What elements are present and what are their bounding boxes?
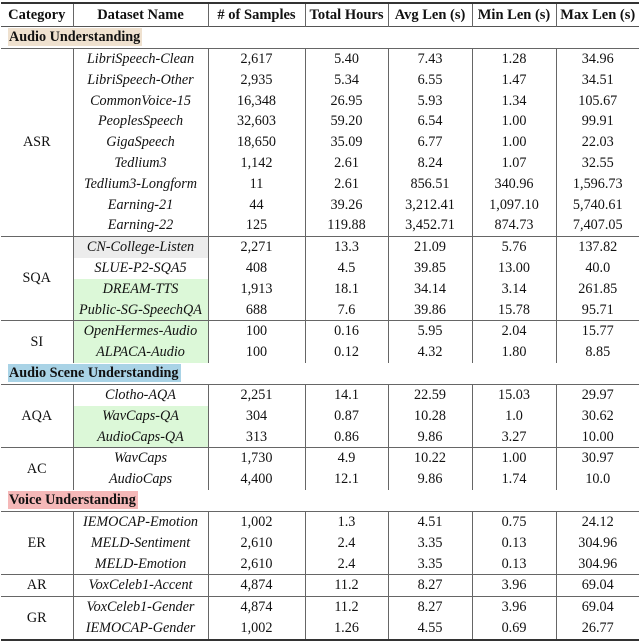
min-len-cell: 0.75	[472, 511, 556, 532]
max-len-cell: 5,740.61	[572, 196, 623, 213]
dataset-name-cell: VoxCeleb1-Gender	[73, 597, 208, 618]
category-cell: ER	[1, 511, 73, 574]
header-row	[1, 3, 639, 27]
header-total-hours: Total Hours	[305, 3, 388, 27]
dataset-name-cell: IEMOCAP-Gender	[73, 618, 208, 640]
max-len-cell: 7,407.05	[572, 217, 623, 234]
dataset-name-cell: Tedlium3-Longform	[73, 174, 208, 195]
num-samples-cell: 32,603	[208, 111, 305, 132]
dataset-name-cell: ALPACA-Audio	[73, 342, 208, 363]
num-samples-cell: 125	[208, 215, 305, 236]
max-len-cell: 304.96	[578, 534, 618, 551]
table-row	[1, 132, 639, 153]
table-row	[1, 406, 639, 427]
table-row	[1, 49, 639, 70]
num-samples-cell: 2,610	[208, 533, 305, 554]
section-title: Voice Understanding	[9, 491, 136, 508]
avg-len-cell: 6.54	[388, 111, 472, 132]
total-hours-cell: 0.86	[305, 427, 388, 448]
dataset-name-cell: WavCaps-QA	[73, 406, 208, 427]
num-samples-cell: 1,002	[208, 618, 305, 640]
category-cell: ASR	[1, 49, 73, 237]
header-num-samples: # of Samples	[208, 3, 305, 27]
category-cell: AR	[1, 575, 73, 597]
min-len-cell: 0.13	[472, 533, 556, 554]
num-samples-cell: 408	[208, 258, 305, 279]
dataset-name-cell: AudioCaps-QA	[73, 427, 208, 448]
dataset-name-cell: MELD-Emotion	[73, 554, 208, 575]
total-hours-cell: 119.88	[305, 215, 388, 236]
total-hours-cell: 35.09	[305, 132, 388, 153]
num-samples-cell: 4,874	[208, 575, 305, 597]
table-row	[1, 342, 639, 363]
section-title: Audio Scene Understanding	[9, 364, 179, 381]
total-hours-cell: 13.3	[305, 237, 388, 258]
category-cell: SI	[1, 321, 73, 363]
min-len-cell: 874.73	[472, 215, 556, 236]
total-hours-cell: 0.16	[305, 321, 388, 342]
table-row	[1, 448, 639, 469]
max-len-cell: 69.04	[556, 575, 639, 597]
table-row	[1, 174, 639, 195]
max-len-cell: 22.03	[581, 134, 614, 151]
total-hours-cell: 4.5	[305, 258, 388, 279]
total-hours-cell: 7.6	[305, 300, 388, 321]
category-cell: AC	[1, 448, 73, 490]
min-len-cell: 1.34	[472, 91, 556, 112]
num-samples-cell: 688	[208, 300, 305, 321]
min-len-cell: 2.04	[472, 321, 556, 342]
table-row	[1, 215, 639, 236]
max-len-cell: 8.85	[585, 344, 611, 361]
min-len-cell: 1.00	[472, 111, 556, 132]
avg-len-cell: 21.09	[388, 237, 472, 258]
category-cell: SQA	[1, 237, 73, 321]
max-len-cell: 29.97	[581, 386, 614, 403]
avg-len-cell: 6.55	[388, 70, 472, 91]
num-samples-cell: 4,874	[208, 597, 305, 618]
table-row	[1, 618, 639, 640]
avg-len-cell: 3.35	[388, 533, 472, 554]
table-row	[1, 597, 639, 618]
header-max-len: Max Len (s)	[560, 7, 636, 23]
avg-len-cell: 5.95	[388, 321, 472, 342]
min-len-cell: 1.00	[472, 448, 556, 469]
min-len-cell: 1.0	[472, 406, 556, 427]
dataset-name-cell: LibriSpeech-Clean	[73, 49, 208, 70]
max-len-cell: 26.77	[581, 619, 614, 636]
dataset-name-cell: IEMOCAP-Emotion	[73, 511, 208, 532]
min-len-cell: 1.28	[472, 49, 556, 70]
header-category: Category	[1, 3, 73, 27]
total-hours-cell: 1.3	[305, 511, 388, 532]
table-row	[1, 300, 639, 321]
table-row	[1, 575, 639, 597]
table-row	[1, 237, 639, 258]
num-samples-cell: 44	[208, 195, 305, 216]
max-len-cell: 105.67	[578, 92, 618, 109]
total-hours-cell: 0.87	[305, 406, 388, 427]
dataset-name-cell: LibriSpeech-Other	[73, 70, 208, 91]
max-len-cell: 24.12	[581, 513, 614, 530]
dataset-name-cell: AudioCaps	[73, 469, 208, 490]
min-len-cell: 3.14	[472, 279, 556, 300]
avg-len-cell: 9.86	[388, 427, 472, 448]
dataset-name-cell: OpenHermes-Audio	[73, 321, 208, 342]
dataset-name-cell: Earning-21	[73, 195, 208, 216]
dataset-name-cell: VoxCeleb1-Accent	[73, 575, 208, 597]
table-row	[1, 554, 639, 575]
min-len-cell: 1.74	[472, 469, 556, 490]
avg-len-cell: 4.32	[388, 342, 472, 363]
num-samples-cell: 1,142	[208, 153, 305, 174]
table-row	[1, 321, 639, 342]
total-hours-cell: 5.34	[305, 70, 388, 91]
dataset-name-cell: GigaSpeech	[73, 132, 208, 153]
max-len-cell: 99.91	[581, 113, 614, 130]
dataset-statistics-table	[1, 2, 639, 641]
min-len-cell: 5.76	[472, 237, 556, 258]
max-len-cell: 261.85	[578, 280, 618, 297]
table-row	[1, 70, 639, 91]
section-header-cell	[1, 27, 639, 49]
dataset-name-cell: CommonVoice-15	[73, 91, 208, 112]
dataset-name-cell: PeoplesSpeech	[73, 111, 208, 132]
dataset-name-cell: Earning-22	[73, 215, 208, 236]
table-row	[1, 469, 639, 490]
avg-len-cell: 39.86	[388, 300, 472, 321]
num-samples-cell: 1,913	[208, 279, 305, 300]
avg-len-cell: 10.28	[388, 406, 472, 427]
max-len-cell: 69.04	[556, 597, 639, 618]
dataset-name-cell: WavCaps	[73, 448, 208, 469]
total-hours-cell: 5.40	[305, 49, 388, 70]
max-len-cell: 34.96	[581, 51, 614, 67]
table-row	[1, 384, 639, 405]
avg-len-cell: 39.85	[388, 258, 472, 279]
num-samples-cell: 304	[208, 406, 305, 427]
avg-len-cell: 8.27	[388, 597, 472, 618]
max-len-cell: 30.62	[581, 407, 614, 424]
section-header-cell	[1, 363, 639, 385]
num-samples-cell: 16,348	[208, 91, 305, 112]
dataset-name-cell: CN-College-Listen	[73, 237, 208, 258]
table-body	[1, 27, 639, 640]
avg-len-cell: 3,452.71	[388, 215, 472, 236]
table-row	[1, 279, 639, 300]
min-len-cell: 3.27	[472, 427, 556, 448]
dataset-name-cell: MELD-Sentiment	[73, 533, 208, 554]
total-hours-cell: 11.2	[305, 597, 388, 618]
min-len-cell: 15.03	[472, 384, 556, 405]
total-hours-cell: 2.4	[305, 554, 388, 575]
min-len-cell: 3.96	[472, 575, 556, 597]
min-len-cell: 340.96	[472, 174, 556, 195]
table-row	[1, 258, 639, 279]
min-len-cell: 3.96	[472, 597, 556, 618]
min-len-cell: 1.00	[472, 132, 556, 153]
avg-len-cell: 34.14	[388, 279, 472, 300]
total-hours-cell: 2.4	[305, 533, 388, 554]
section-header-cell	[1, 490, 639, 512]
num-samples-cell: 100	[208, 321, 305, 342]
num-samples-cell: 2,271	[208, 237, 305, 258]
num-samples-cell: 1,002	[208, 511, 305, 532]
num-samples-cell: 2,610	[208, 554, 305, 575]
min-len-cell: 15.78	[472, 300, 556, 321]
num-samples-cell: 2,251	[208, 384, 305, 405]
num-samples-cell: 313	[208, 427, 305, 448]
max-len-cell: 10.00	[581, 428, 614, 445]
dataset-name-cell: Tedlium3	[73, 153, 208, 174]
max-len-cell: 95.71	[581, 301, 614, 318]
total-hours-cell: 59.20	[305, 111, 388, 132]
num-samples-cell: 4,400	[208, 469, 305, 490]
avg-len-cell: 856.51	[388, 174, 472, 195]
total-hours-cell: 39.26	[305, 195, 388, 216]
min-len-cell: 1.80	[472, 342, 556, 363]
table-row	[1, 111, 639, 132]
min-len-cell: 1.07	[472, 153, 556, 174]
avg-len-cell: 5.93	[388, 91, 472, 112]
table-row	[1, 195, 639, 216]
max-len-cell: 1,596.73	[572, 175, 623, 192]
header-avg-len: Avg Len (s)	[388, 3, 472, 27]
max-len-cell: 34.51	[581, 71, 614, 88]
dataset-name-cell: Public-SG-SpeechQA	[73, 300, 208, 321]
avg-len-cell: 22.59	[388, 384, 472, 405]
avg-len-cell: 4.51	[388, 511, 472, 532]
min-len-cell: 1,097.10	[472, 195, 556, 216]
total-hours-cell: 14.1	[305, 384, 388, 405]
min-len-cell: 0.69	[472, 618, 556, 640]
avg-len-cell: 8.27	[388, 575, 472, 597]
table-row	[1, 153, 639, 174]
total-hours-cell: 1.26	[305, 618, 388, 640]
min-len-cell: 0.13	[472, 554, 556, 575]
max-len-cell: 137.82	[556, 237, 639, 258]
total-hours-cell: 4.9	[305, 448, 388, 469]
dataset-name-cell: SLUE-P2-SQA5	[73, 258, 208, 279]
max-len-cell: 15.77	[556, 321, 639, 342]
avg-len-cell: 6.77	[388, 132, 472, 153]
avg-len-cell: 10.22	[388, 448, 472, 469]
total-hours-cell: 26.95	[305, 91, 388, 112]
table-row	[1, 427, 639, 448]
total-hours-cell: 2.61	[305, 174, 388, 195]
category-cell: AQA	[1, 384, 73, 447]
total-hours-cell: 2.61	[305, 153, 388, 174]
avg-len-cell: 3.35	[388, 554, 472, 575]
total-hours-cell: 11.2	[305, 575, 388, 597]
avg-len-cell: 8.24	[388, 153, 472, 174]
section-header-audio-scene-understanding	[1, 363, 639, 385]
avg-len-cell: 7.43	[388, 49, 472, 70]
total-hours-cell: 12.1	[305, 469, 388, 490]
max-len-cell: 10.0	[585, 471, 611, 488]
section-title: Audio Understanding	[9, 29, 141, 45]
category-cell: GR	[1, 597, 73, 640]
total-hours-cell: 0.12	[305, 342, 388, 363]
avg-len-cell: 9.86	[388, 469, 472, 490]
max-len-cell: 30.97	[556, 448, 639, 469]
num-samples-cell: 2,617	[208, 49, 305, 70]
header-dataset-name: Dataset Name	[73, 3, 208, 27]
avg-len-cell: 4.55	[388, 618, 472, 640]
section-header-voice-understanding	[1, 490, 639, 512]
dataset-name-cell: Clotho-AQA	[73, 384, 208, 405]
max-len-cell: 32.55	[581, 154, 614, 171]
table-row	[1, 91, 639, 112]
num-samples-cell: 2,935	[208, 70, 305, 91]
min-len-cell: 1.47	[472, 70, 556, 91]
num-samples-cell: 100	[208, 342, 305, 363]
max-len-cell: 304.96	[578, 555, 618, 572]
dataset-name-cell: DREAM-TTS	[73, 279, 208, 300]
min-len-cell: 13.00	[472, 258, 556, 279]
total-hours-cell: 18.1	[305, 279, 388, 300]
num-samples-cell: 1,730	[208, 448, 305, 469]
table-row	[1, 511, 639, 532]
num-samples-cell: 11	[208, 174, 305, 195]
avg-len-cell: 3,212.41	[388, 195, 472, 216]
table-row	[1, 533, 639, 554]
header-min-len: Min Len (s)	[472, 3, 556, 27]
section-header-audio-understanding	[1, 27, 639, 49]
num-samples-cell: 18,650	[208, 132, 305, 153]
max-len-cell: 40.0	[585, 259, 611, 276]
